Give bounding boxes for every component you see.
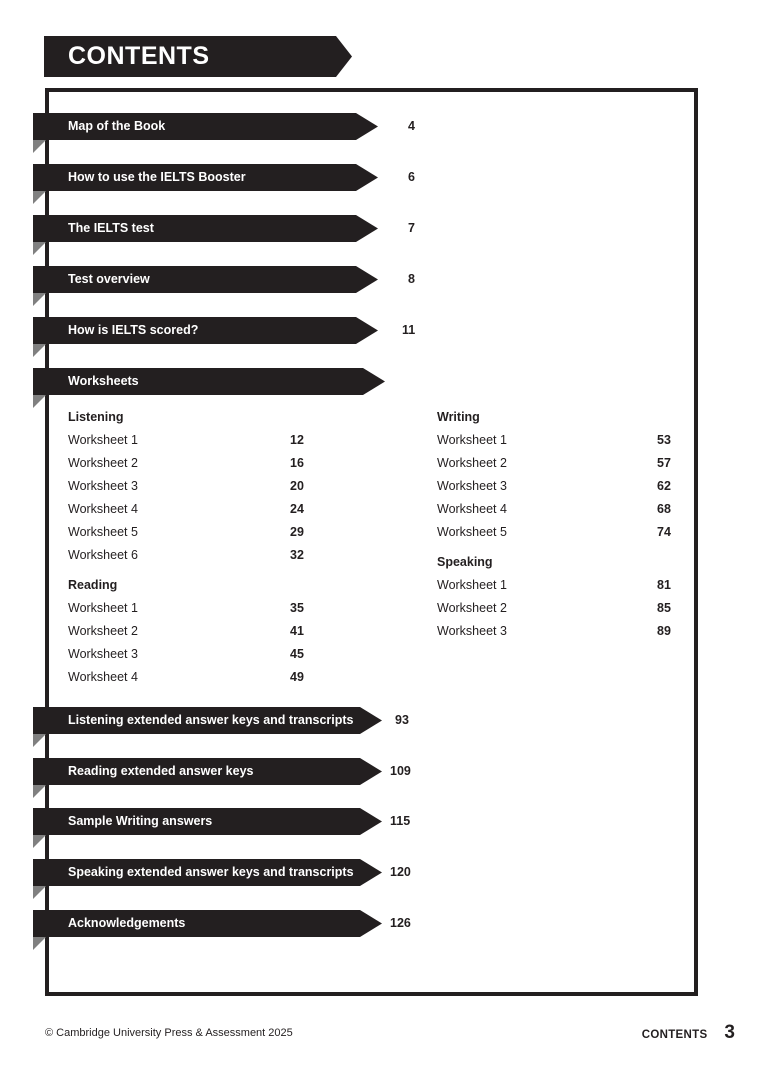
worksheet-page-number: 16 bbox=[290, 456, 304, 470]
worksheet-page-number: 29 bbox=[290, 525, 304, 539]
worksheet-list-item[interactable] bbox=[68, 620, 304, 643]
banner-label: How to use the IELTS Booster bbox=[68, 170, 246, 184]
section-banner-top-2[interactable] bbox=[33, 215, 378, 242]
banner-label: Map of the Book bbox=[68, 119, 166, 133]
contents-title-banner bbox=[44, 36, 352, 77]
worksheet-group-heading: Listening bbox=[68, 410, 124, 424]
worksheet-label: Worksheet 2 bbox=[437, 601, 507, 615]
banner-label: The IELTS test bbox=[68, 221, 154, 235]
worksheet-group-heading: Writing bbox=[437, 410, 480, 424]
contents-entry-row bbox=[0, 266, 763, 293]
worksheet-label: Worksheet 1 bbox=[68, 601, 138, 615]
worksheets-right-column bbox=[437, 406, 671, 643]
banner-label: Speaking extended answer keys and transcripts bbox=[68, 865, 354, 879]
worksheet-page-number: 74 bbox=[657, 525, 671, 539]
worksheet-label: Worksheet 2 bbox=[68, 456, 138, 470]
entry-page-number: 109 bbox=[390, 764, 411, 778]
entry-page-number: 11 bbox=[402, 323, 416, 337]
contents-entry-row bbox=[0, 317, 763, 344]
worksheet-list-item[interactable] bbox=[437, 574, 671, 597]
worksheet-group-heading: Speaking bbox=[437, 555, 493, 569]
worksheet-page-number: 24 bbox=[290, 502, 304, 516]
worksheet-label: Worksheet 1 bbox=[437, 433, 507, 447]
worksheet-label: Worksheet 2 bbox=[437, 456, 507, 470]
worksheet-list-item[interactable] bbox=[437, 429, 671, 452]
banner-label: Acknowledgements bbox=[68, 916, 186, 930]
worksheet-label: Worksheet 5 bbox=[68, 525, 138, 539]
worksheet-list-item[interactable] bbox=[437, 597, 671, 620]
banner-label: Worksheets bbox=[68, 374, 139, 388]
worksheet-page-number: 32 bbox=[290, 548, 304, 562]
worksheet-label: Worksheet 3 bbox=[437, 479, 507, 493]
entry-page-number: 6 bbox=[408, 170, 415, 184]
worksheet-label: Worksheet 2 bbox=[68, 624, 138, 638]
section-banner-top-0[interactable] bbox=[33, 113, 378, 140]
worksheet-page-number: 81 bbox=[657, 578, 671, 592]
banner-label: Listening extended answer keys and transcripts bbox=[68, 713, 354, 727]
page-title: CONTENTS bbox=[68, 42, 210, 70]
banner-label: How is IELTS scored? bbox=[68, 323, 199, 337]
worksheet-page-number: 57 bbox=[657, 456, 671, 470]
worksheet-group-gap bbox=[437, 544, 507, 551]
banner-label: Reading extended answer keys bbox=[68, 764, 254, 778]
worksheet-page-number: 85 bbox=[657, 601, 671, 615]
worksheet-list-item[interactable] bbox=[68, 429, 304, 452]
worksheet-label: Worksheet 3 bbox=[437, 624, 507, 638]
worksheet-list-item[interactable] bbox=[68, 643, 304, 666]
worksheet-page-number: 53 bbox=[657, 433, 671, 447]
contents-entry-row bbox=[0, 808, 763, 835]
section-banner-top-1[interactable] bbox=[33, 164, 378, 191]
worksheet-label: Worksheet 1 bbox=[68, 433, 138, 447]
worksheet-list-item[interactable] bbox=[437, 620, 671, 643]
worksheet-label: Worksheet 4 bbox=[437, 502, 507, 516]
worksheet-list-item[interactable] bbox=[68, 544, 304, 567]
worksheet-page-number: 12 bbox=[290, 433, 304, 447]
section-banner-bottom-1[interactable] bbox=[33, 758, 382, 785]
banner-label: Test overview bbox=[68, 272, 150, 286]
worksheet-page-number: 20 bbox=[290, 479, 304, 493]
worksheet-group-gap bbox=[68, 567, 138, 574]
worksheet-list-item[interactable] bbox=[68, 521, 304, 544]
footer-copyright: © Cambridge University Press & Assessment 2025 bbox=[45, 1027, 293, 1039]
worksheet-list-item[interactable] bbox=[68, 597, 304, 620]
section-banner-worksheets-0[interactable] bbox=[33, 368, 385, 395]
entry-page-number: 93 bbox=[395, 713, 409, 727]
entry-page-number: 115 bbox=[390, 814, 411, 828]
worksheet-page-number: 35 bbox=[290, 601, 304, 615]
contents-entry-row bbox=[0, 368, 763, 395]
worksheet-list-item[interactable] bbox=[437, 452, 671, 475]
contents-entry-row bbox=[0, 707, 763, 734]
worksheet-list-item[interactable] bbox=[437, 521, 671, 544]
worksheet-list-item[interactable] bbox=[68, 452, 304, 475]
worksheet-label: Worksheet 6 bbox=[68, 548, 138, 562]
worksheet-page-number: 62 bbox=[657, 479, 671, 493]
footer-page-info bbox=[642, 1022, 735, 1044]
worksheet-list-item[interactable] bbox=[437, 475, 671, 498]
entry-page-number: 126 bbox=[390, 916, 411, 930]
contents-entry-row bbox=[0, 859, 763, 886]
worksheet-label: Worksheet 5 bbox=[437, 525, 507, 539]
section-banner-bottom-3[interactable] bbox=[33, 859, 382, 886]
contents-entry-row bbox=[0, 758, 763, 785]
worksheet-label: Worksheet 4 bbox=[68, 502, 138, 516]
worksheet-page-number: 45 bbox=[290, 647, 304, 661]
worksheet-label: Worksheet 1 bbox=[437, 578, 507, 592]
section-banner-top-4[interactable] bbox=[33, 317, 378, 344]
worksheet-list-item[interactable] bbox=[68, 498, 304, 521]
worksheet-group-heading: Reading bbox=[68, 578, 118, 592]
worksheet-list-item[interactable] bbox=[68, 475, 304, 498]
worksheet-list-item[interactable] bbox=[437, 498, 671, 521]
worksheet-label: Worksheet 3 bbox=[68, 479, 138, 493]
entry-page-number: 120 bbox=[390, 865, 411, 879]
worksheets-left-column bbox=[68, 406, 304, 689]
worksheet-page-number: 49 bbox=[290, 670, 304, 684]
footer-section-label: CONTENTS bbox=[641, 1029, 708, 1041]
worksheet-page-number: 41 bbox=[290, 624, 304, 638]
worksheet-label: Worksheet 4 bbox=[68, 670, 138, 684]
contents-entry-row bbox=[0, 215, 763, 242]
worksheet-page-number: 68 bbox=[657, 502, 671, 516]
worksheet-label: Worksheet 3 bbox=[68, 647, 138, 661]
section-banner-top-3[interactable] bbox=[33, 266, 378, 293]
entry-page-number: 8 bbox=[408, 272, 415, 286]
section-banner-bottom-2[interactable] bbox=[33, 808, 382, 835]
contents-entry-row bbox=[0, 910, 763, 937]
contents-entry-row bbox=[0, 164, 763, 191]
section-banner-bottom-4[interactable] bbox=[33, 910, 382, 937]
contents-entry-row bbox=[0, 113, 763, 140]
entry-page-number: 4 bbox=[408, 119, 415, 133]
worksheet-list-item[interactable] bbox=[68, 666, 304, 689]
entry-page-number: 7 bbox=[408, 221, 415, 235]
banner-label: Sample Writing answers bbox=[68, 814, 213, 828]
worksheet-page-number: 89 bbox=[657, 624, 671, 638]
section-banner-bottom-0[interactable] bbox=[33, 707, 382, 734]
footer-page-number: 3 bbox=[724, 1022, 735, 1043]
